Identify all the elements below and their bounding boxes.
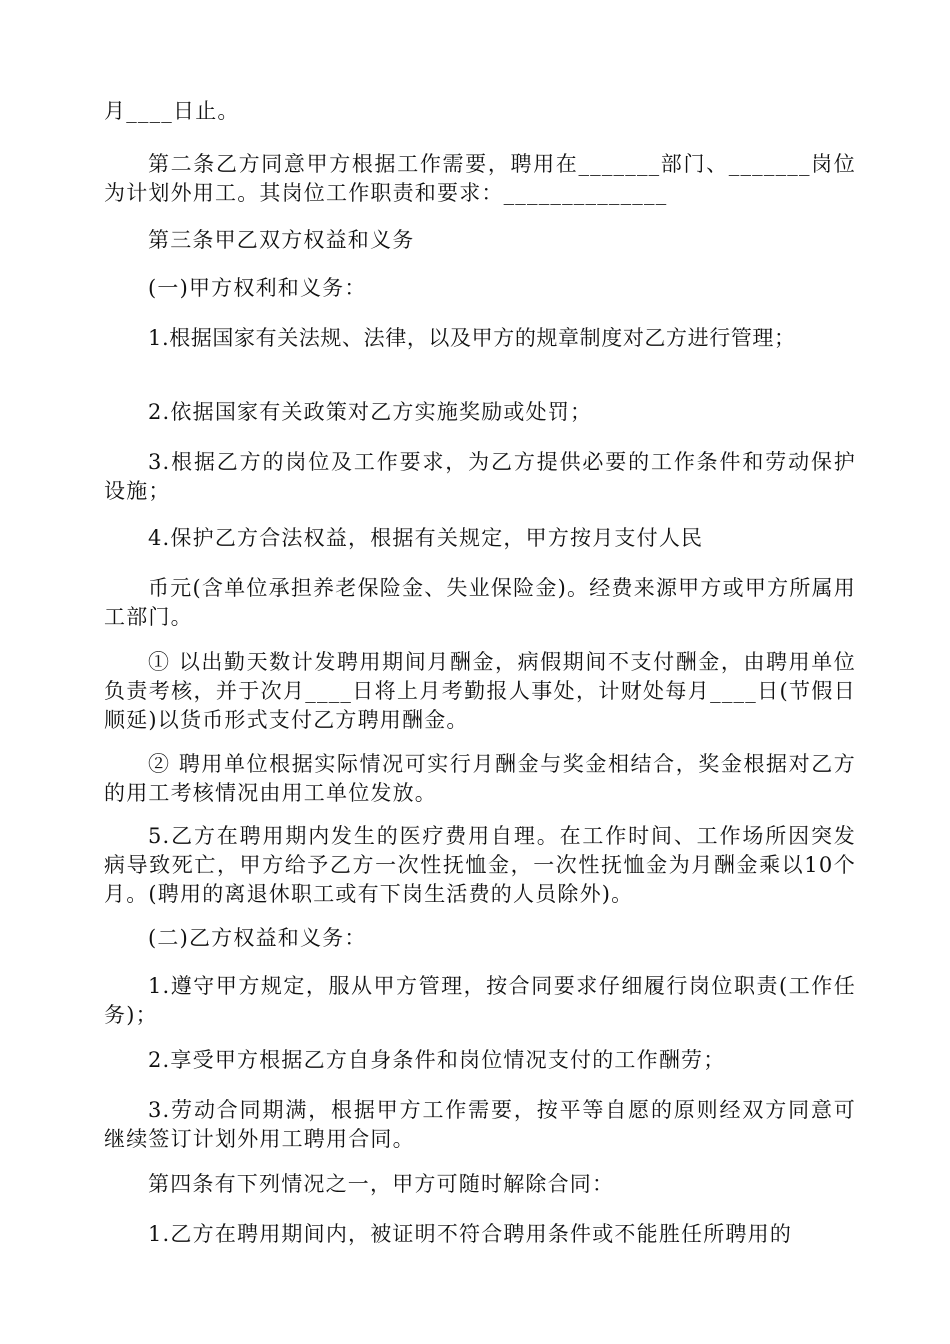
paragraph-article-2: 第二条乙方同意甲方根据工作需要，聘用在_______部门、_______岗位为计划外用工。其岗位工作职责和要求：______________: [104, 152, 856, 205]
paragraph-party-a-item-2: 2.依据国家有关政策对乙方实施奖励或处罚；: [148, 400, 593, 424]
paragraph-continuation-date: 月____日止。: [104, 99, 240, 123]
paragraph-party-a-item-1: 1.根据国家有关法规、法律，以及甲方的规章制度对乙方进行管理；: [148, 326, 796, 350]
paragraph-article-4-item-1: 1.乙方在聘用期间内，被证明不符合聘用条件或不能胜任所聘用的: [148, 1222, 793, 1246]
paragraph-article-4-heading: 第四条有下列情况之一，甲方可随时解除合同：: [148, 1172, 615, 1196]
paragraph-party-a-item-3: 3.根据乙方的岗位及工作要求，为乙方提供必要的工作条件和劳动保护设施；: [104, 450, 856, 503]
paragraph-party-b-item-2: 2.享受甲方根据乙方自身条件和岗位情况支付的工作酬劳；: [148, 1048, 726, 1072]
paragraph-party-b-item-3: 3.劳动合同期满，根据甲方工作需要，按平等自愿的原则经双方同意可继续签订计划外用工聘用合同。: [104, 1098, 856, 1151]
paragraph-party-a-item-4-sub-2: ② 聘用单位根据实际情况可实行月酬金与奖金相结合，奖金根据对乙方的用工考核情况由用工单位发放。: [104, 752, 856, 805]
paragraph-party-a-item-5: 5.乙方在聘用期内发生的医疗费用自理。在工作时间、工作场所因突发病导致死亡，甲方给予乙方一次性抚恤金，一次性抚恤金为月酬金乘以10个月。(聘用的离退休职工或有下岗生活费的人员除外)。: [104, 824, 856, 906]
paragraph-party-a-heading: (一)甲方权利和义务：: [148, 276, 367, 300]
paragraph-party-b-heading: (二)乙方权益和义务：: [148, 926, 367, 950]
paragraph-party-a-item-4: 4.保护乙方合法权益，根据有关规定，甲方按月支付人民: [148, 526, 704, 550]
paragraph-article-3-heading: 第三条甲乙双方权益和义务: [148, 228, 415, 252]
paragraph-party-a-item-4-cont: 币元(含单位承担养老保险金、失业保险金)。经费来源甲方或甲方所属用工部门。: [104, 576, 856, 629]
paragraph-party-b-item-1: 1.遵守甲方规定，服从甲方管理，按合同要求仔细履行岗位职责(工作任务)；: [104, 974, 856, 1027]
paragraph-party-a-item-4-sub-1: ① 以出勤天数计发聘用期间月酬金，病假期间不支付酬金，由聘用单位负责考核，并于次月____日将上月考勤报人事处，计财处每月____日(节假日顺延)以货币形式支付乙方聘用酬金。: [104, 650, 856, 732]
